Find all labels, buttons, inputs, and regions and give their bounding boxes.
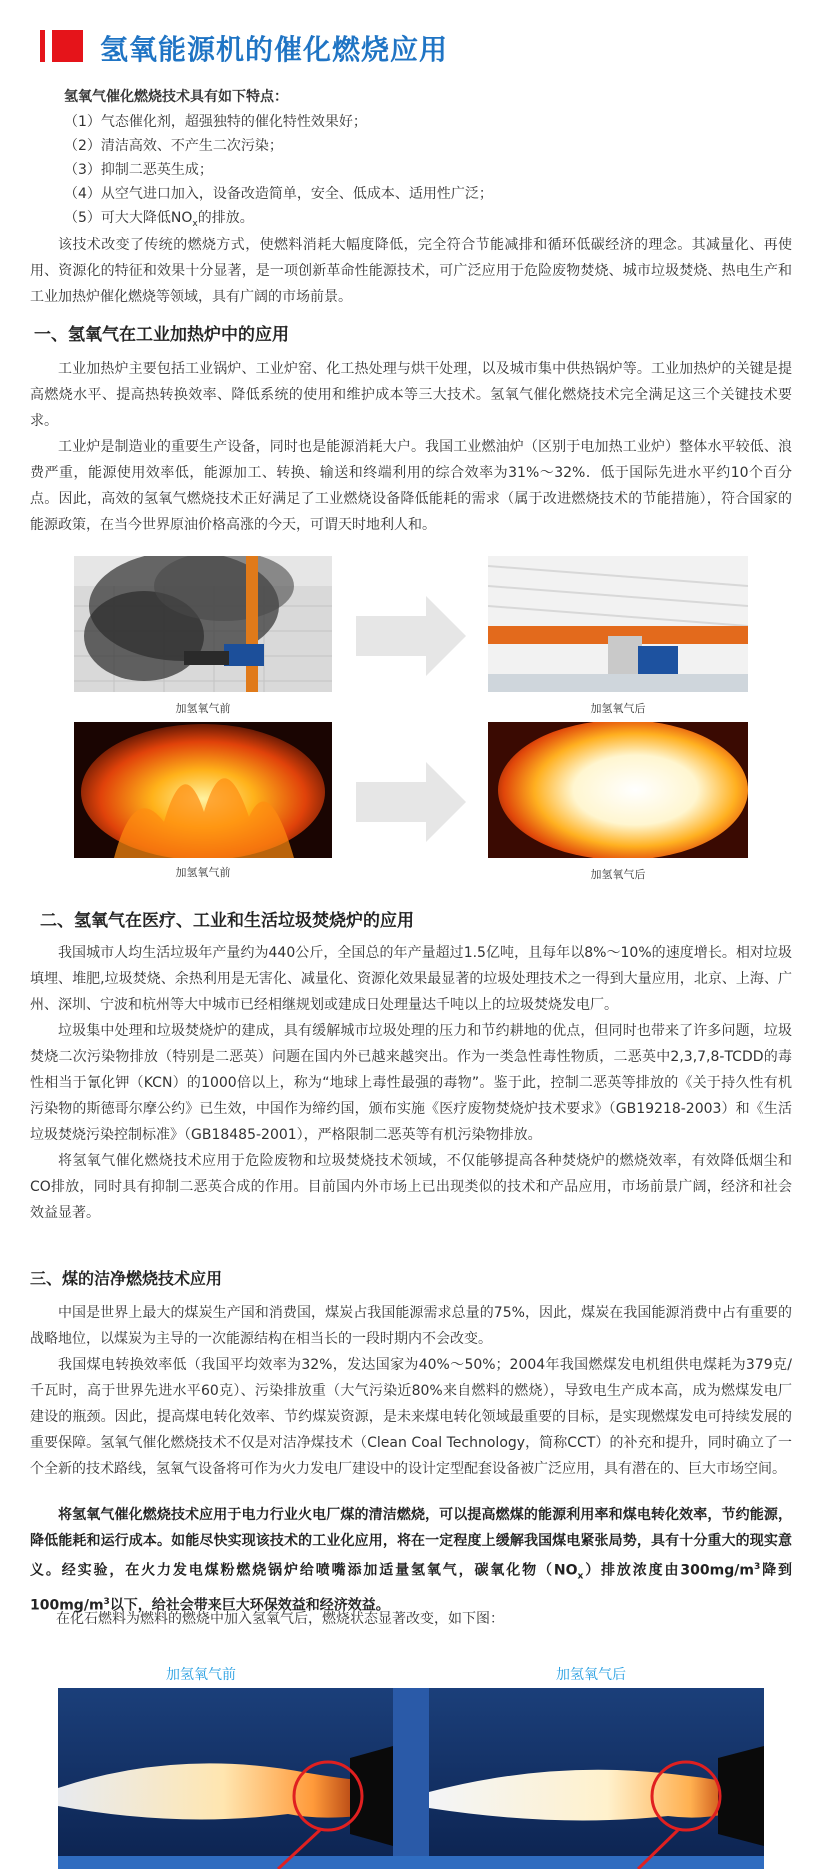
arrow-right-icon [356, 596, 466, 680]
features-heading: 氢氧气催化燃烧技术具有如下特点： [64, 89, 288, 105]
furnace-fire-before-image [74, 722, 332, 858]
section-3-highlight-paragraph: 将氢氧气催化燃烧技术应用于电力行业火电厂煤的清洁燃烧，可以提高燃煤的能源利用率和煤电转化效率，节约能源，降低能耗和运行成本。如能尽快实现该技术的工业化应用，将在一定程度上缓解我国煤电紧张局势，具有十分重大的现实意义。经实验，在火力发电煤粉燃烧锅炉给喷嘴添加适量氢氧气，碳氧化物$(NO_x)$排放浓度由$300mg/m^3$降到$100mg/m^3$以下，给社会带来巨大环保效益和经济效益。 [30, 1507, 792, 1615]
section-2-paragraph-3: 将氢氧气催化燃烧技术应用于危险废物和垃圾焚烧技术领域，不仅能够提高各种焚烧炉的燃烧效率，有效降低烟尘和CO排放，同时具有抑制二恶英合成的作用。目前国内外市场上已出现类似的技术和产品应用，市场前景广阔，经济和社会效益显著。 [30, 1153, 792, 1221]
flame-label-before: 加氢氧气前 [166, 1667, 236, 1683]
feature-item-2: （2）清洁高效、不产生二次污染； [64, 138, 283, 154]
flame-label-after: 加氢氧气后 [556, 1667, 626, 1683]
flame-comparison-image [58, 1688, 764, 1869]
section-3-title: 三、煤的洁净燃烧技术应用 [30, 1269, 223, 1288]
feature-item-1: （1）气态催化剂，超强独特的催化特性效果好； [64, 114, 367, 130]
caption-before-2: 加氢氧气前 [175, 866, 231, 879]
features-summary: 该技术改变了传统的燃烧方式，使燃料消耗大幅度降低，完全符合节能减排和循环低碳经济的理念。其减量化、再使用、资源化的特征和效果十分显著，是一项创新革命性能源技术，可广泛应用于危险废物焚烧、城市垃圾焚烧、热电生产和工业加热炉催化燃烧等领域，具有广阔的市场前景。 [30, 237, 792, 305]
feature-item-3: （3）抑制二恶英生成； [64, 162, 213, 178]
page-title: 氢氧能源机的催化燃烧应用 [100, 33, 449, 66]
section-3-paragraph-2: 我国煤电转换效率低（我国平均效率为32%，发达国家为40%～50%；2004年我国燃煤发电机组供电煤耗为379克/千瓦时，高于世界先进水平60克）、污染排放重（大气污染近80%来自燃料的燃烧），导致电生产成本高，成为燃煤发电厂建设的瓶颈。因此，提高煤电转化效率、节约煤炭资源，是未来煤电转化领域最重要的目标，是实现燃煤发电可持续发展的重要保障。氢氧气催化燃烧技术不仅是对洁净煤技术（Clean Coal Technology，简称CCT）的补充和提升，同时确立了一个全新的技术路线，氢氧气设备将可作为火力发电厂建设中的设计定型配套设备被广泛应用，具有潜在的、巨大市场空间。 [30, 1357, 792, 1477]
furnace-exterior-before-image [74, 556, 332, 692]
section-1-title: 一、氢氧气在工业加热炉中的应用 [34, 325, 289, 345]
section-2-paragraph-2: 垃圾集中处理和垃圾焚烧炉的建成，具有缓解城市垃圾处理的压力和节约耕地的优点，但同时也带来了许多问题，垃圾焚烧二次污染物排放（特别是二恶英）问题在国内外已越来越突出。作为一类急性毒性物质，二恶英中2,3,7,8-TCDD的毒性相当于氰化钾（KCN）的1000倍以上，称为“地球上毒性最强的毒物”。鉴于此，控制二恶英等排放的《关于持久性有机污染物的斯德哥尔摩公约》已生效，中国作为缔约国，颁布实施《医疗废物焚烧炉技术要求》（GB19218-2003）和《生活垃圾焚烧污染控制标准》（GB18485-2001），严格限制二恶英等有机污染物排放。 [30, 1023, 792, 1143]
furnace-fire-after-image [488, 722, 748, 858]
section-3-paragraph-1: 中国是世界上最大的煤炭生产国和消费国，煤炭占我国能源需求总量的75%，因此，煤炭在我国能源消费中占有重要的战略地位，以煤炭为主导的一次能源结构在相当长的一段时期内不会改变。 [30, 1305, 792, 1347]
caption-after-1: 加氢氧气后 [590, 702, 646, 715]
caption-before-1: 加氢氧气前 [175, 702, 231, 715]
title-accent-bar [40, 30, 45, 62]
section-3-paragraph-4: 在化石燃料为燃料的燃烧中加入氢氧气后，燃烧状态显著改变，如下图： [56, 1611, 504, 1627]
feature-item-4: （4）从空气进口加入，设备改造简单，安全、低成本、适用性广泛； [64, 186, 493, 202]
section-2-title: 二、氢氧气在医疗、工业和生活垃圾焚烧炉的应用 [40, 911, 414, 931]
section-2-paragraph-1: 我国城市人均生活垃圾年产量约为440公斤，全国总的年产量超过1.5亿吨，且每年以8%～10%的速度增长。相对垃圾填埋、堆肥,垃圾焚烧、余热利用是无害化、减量化、资源化效果最显著的垃圾处理技术之一得到大量应用，北京、上海、广州、深圳、宁波和杭州等大中城市已经相继规划或建成日处理量达千吨以上的垃圾焚烧发电厂。 [30, 945, 792, 1013]
caption-after-2: 加氢氧气后 [590, 868, 646, 881]
arrow-right-icon-2 [356, 762, 466, 846]
features-list [64, 110, 493, 236]
feature-item-5: （5）可大大降低$NO_x$的排放。 [64, 210, 254, 229]
section-1-paragraph-2: 工业炉是制造业的重要生产设备，同时也是能源消耗大户。我国工业燃油炉（区别于电加热工业炉）整体水平较低、浪费严重，能源使用效率低，能源加工、转换、输送和终端利用的综合效率为31%～32%．低于国际先进水平约10个百分点。因此，高效的氢氧气燃烧技术正好满足了工业燃烧设备降低能耗的需求（属于改进燃烧技术的节能措施），符合国家的能源政策，在当今世界原油价格高涨的今天，可谓天时地利人和。 [30, 439, 792, 533]
furnace-exterior-after-image [488, 556, 748, 692]
title-accent-block [52, 30, 83, 62]
section-1-paragraph-1: 工业加热炉主要包括工业锅炉、工业炉窑、化工热处理与烘干处理，以及城市集中供热锅炉等。工业加热炉的关键是提高燃烧水平、提高热转换效率、降低系统的使用和维护成本等三大技术。氢氧气催化燃烧技术完全满足这三个关键技术要求。 [30, 361, 792, 429]
